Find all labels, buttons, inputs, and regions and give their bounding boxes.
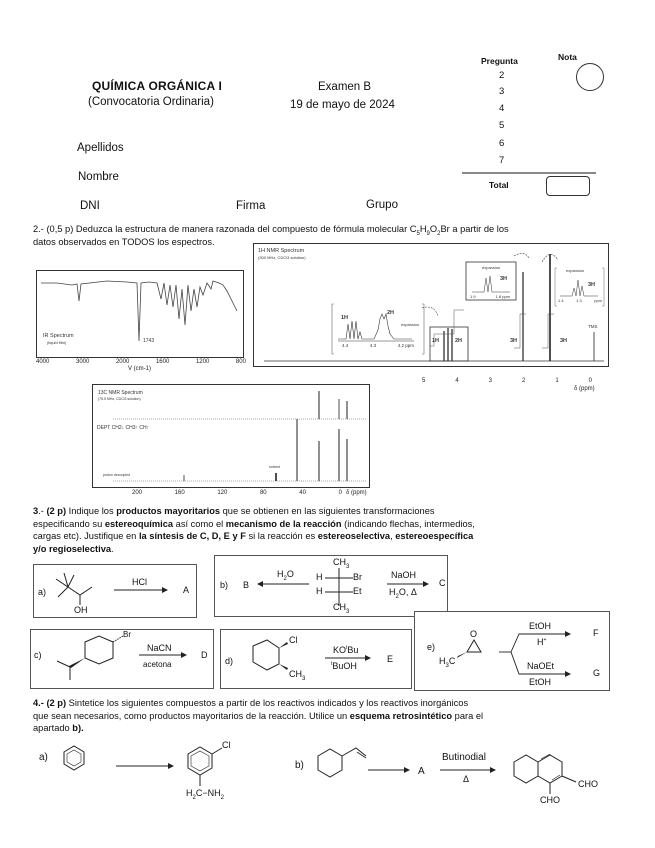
exam-session: (Convocatoria Ordinaria) [88,96,214,108]
surname-label: Apellidos [77,142,124,154]
reaction-c-label: c) [34,650,42,660]
h-nmr-peak-2h: 2H [455,338,463,344]
q3-statement: 3.- (2 p) Indique los productos mayoritarios que se obtienen en las siguientes transformaciones especificando su estereoquímica así como el mecanismo de la reacción (indicando flechas, intermedios, cargas etc). Justifique en la síntesis de C, D, E y F si la reacción es estereoselectiva, estereoespecífica y/o regioselectiva. [33,506,475,554]
h-nmr-exp3-3h: 3H [588,282,596,288]
reaction-b-br: Br [353,572,362,582]
q4-statement: 4.- (2 p) Sintetice los siguientes compuestos a partir de los reactivos indicados y los reactivos inorgánicos que sean necesarios, como productos mayoritarios de la reacción. Utilice un esquema retrosintético para el apartado b). [33,698,484,733]
reaction-b-product-c: C [439,578,446,588]
reaction-c-br: Br [123,630,131,639]
ir-x-ticks: 4000 3000 2000 1600 1200 800 [36,359,246,365]
reaction-e-product-f: F [593,628,599,638]
reaction-a-product: A [183,585,190,595]
reaction-b-reagent-top: NaOH [391,570,417,580]
total-label: Total [489,180,509,190]
c-nmr-x-ticks: 200 160 120 80 40 0 [132,490,342,496]
synthesis-b-intermediate: A [418,766,425,777]
h-nmr-exp1-1h: 1H [341,315,349,321]
h-nmr-exp2-title: expansion [482,265,501,270]
h-nmr-tms: TMS [588,324,598,329]
h-nmr-exp3-title: expansion [566,268,585,273]
q2-statement: 2.- (0,5 p) Deduzca la estructura de manera razonada del compuesto de fórmula molecular $C_5H_9O_2Br$ a partir de los [33,224,509,237]
c-nmr-dept-label: DEPT CH2↓ CH3↑ CH↑ [97,425,150,431]
h-nmr-expansion-label: expansion [401,322,420,327]
reaction-b-reagent-bottom: $H_2O$, Δ [389,587,417,600]
name-label: Nombre [78,171,119,183]
h-nmr-exp1-2h: 2H [387,310,395,316]
question-7: 7 [499,155,505,166]
synthesis-b-reagent: Butinodial [442,752,486,763]
question-3: 3 [499,86,505,97]
h-nmr-x-label: δ (ppm) [574,386,595,392]
reaction-e-product-g: G [593,668,601,678]
h-nmr-subtitle: (300 MHz, CDCl3 solution) [258,255,306,260]
h-nmr-title: 1H NMR Spectrum [258,248,305,254]
reaction-e-upper-top: EtOH [529,621,552,631]
reaction-b-top-ch3: $CH_3$ [333,557,350,570]
reaction-d-cl: Cl [289,635,298,645]
synthesis-b-heat: Δ [463,774,470,784]
synthesis-b-cho-1: CHO [578,779,598,789]
question-2: 2 [499,70,505,81]
signature-label: Firma [236,200,266,212]
h-nmr-exp2-3h: 3H [500,276,508,282]
ir-sublabel: (liquid film) [47,340,67,345]
reaction-b-label: b) [220,580,229,590]
reaction-d-product: E [387,654,394,664]
reaction-b-et: Et [353,586,362,596]
question-6: 6 [499,138,505,149]
reaction-b-h2: H [316,586,323,596]
exam-date: 19 de mayo de 2024 [290,99,395,111]
synthesis-b-label: b) [295,760,304,771]
reaction-b-bottom-ch3: $CH_3$ [333,602,350,615]
reaction-e-label: e) [427,642,436,652]
reaction-a-label: a) [38,587,47,597]
reaction-d-reagent-bottom: $^t$BuOH [331,661,357,671]
h-nmr-x-ticks: 5 4 3 2 1 0 [422,378,592,384]
reaction-b-product-b: B [243,580,250,590]
question-5: 5 [499,120,505,131]
synthesis-a-ch2nh2: $H_2C-NH_2$ [186,788,224,801]
exam-version: Examen B [318,81,372,93]
c-nmr-proton-label: proton decoupled [103,473,131,477]
h-nmr-peak-1h: 1H [432,338,440,344]
group-label: Grupo [366,199,398,211]
reaction-d-label: d) [225,656,234,666]
h-nmr-peak-3h-a: 3H [510,338,518,344]
synthesis-a-label: a) [39,752,48,763]
c-nmr-solvent-label: solvent [269,465,281,469]
h-nmr-exp3-ticks: 1.4 1.3 ppm [558,298,602,303]
q2-statement-cont: datos observados en TODOS los espectros. [33,237,215,247]
reaction-c-reagent-bottom: acetona [143,660,172,669]
grade-column-header: Nota [558,52,577,62]
reaction-e-lower-top: NaOEt [527,661,555,671]
ir-peak-label: 1743 [143,338,155,344]
c-nmr-title: 13C NMR Spectrum [98,390,143,396]
reaction-e-h3c: $H_3C$ [439,656,456,669]
reaction-d-ch3: $CH_3$ [289,669,306,682]
id-label: DNI [80,200,100,212]
reaction-c-product: D [201,650,208,660]
question-column-header: Pregunta [481,56,518,66]
course-title: QUÍMICA ORGÁNICA I [92,79,223,93]
reaction-e-upper-bottom: H+ [537,637,547,647]
reaction-a-oh: OH [74,605,88,615]
c-nmr-subtitle: (75.5 MHz, CDCl3 solution) [98,397,141,401]
reaction-b-h1: H [316,572,323,582]
reaction-e-oxygen: O [470,629,478,639]
synthesis-a-cl: Cl [222,740,231,750]
h-nmr-peak-3h-b: 3H [560,338,568,344]
synthesis-b-cho-2: CHO [540,795,560,805]
h-nmr-exp1-ticks: 4.4 4.3 4.2 ppm [342,343,414,348]
reaction-a-reagent: HCl [132,577,147,587]
ir-label: IR Spectrum [43,333,74,339]
reaction-c-reagent-top: NaCN [147,643,172,653]
h-nmr-exp2-ticks: 1.9 1.8 ppm [470,294,510,299]
ir-x-label: V (cm-1) [128,366,151,372]
reaction-e-lower-bottom: EtOH [529,677,552,687]
reaction-b-left-reagent: $H_2O$ [277,569,294,582]
reaction-d-reagent-top: $KO^tBu$ [333,645,359,655]
question-4: 4 [499,103,505,114]
c-nmr-x-label: δ (ppm) [346,490,367,496]
